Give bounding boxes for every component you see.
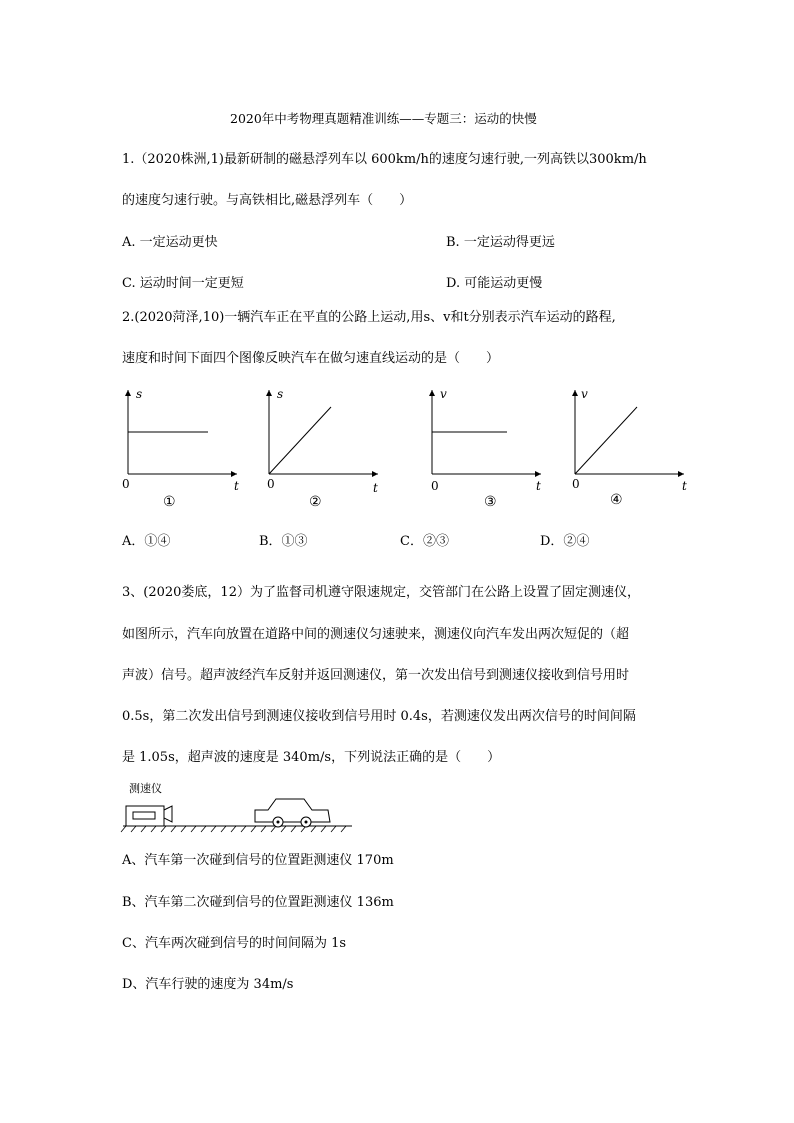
graph-3-origin: 0	[431, 479, 439, 493]
q2-option-c: C．②③	[400, 534, 449, 549]
q2-stem-line1: 2.(2020菏泽,10)一辆汽车正在平直的公路上运动,用s、v和t分别表示汽车运动的路程,	[122, 310, 616, 325]
graph-4-origin: 0	[572, 477, 580, 491]
q3-line-4: 0.5s，第二次发出信号到测速仪接收到信号用时 0.4s，若测速仪发出两次信号的时间间隔	[122, 709, 636, 724]
q1-option-a: A. 一定运动更快	[122, 235, 218, 250]
graph-2-origin: 0	[267, 477, 275, 491]
q3-figure-label: 测速仪	[129, 782, 162, 795]
graph-2	[267, 387, 378, 510]
q1-option-c: C. 运动时间一定更短	[122, 276, 244, 291]
q2-graphs	[0, 380, 794, 520]
q3-line-3: 声波）信号。超声波经汽车反射并返回测速仪，第一次发出信号到测速仪接收到信号用时	[122, 668, 630, 683]
graph-2-line	[269, 407, 331, 474]
graph-1-origin: 0	[122, 477, 130, 491]
q1-option-d: D. 可能运动更慢	[446, 276, 543, 291]
graph-3-ylabel: v	[440, 387, 447, 401]
q3-option-b: B、汽车第二次碰到信号的位置距测速仪 136m	[122, 895, 394, 910]
graph-1-ylabel: s	[136, 387, 143, 401]
q3-figure	[118, 792, 378, 842]
car-icon	[255, 799, 330, 827]
page-title: 2020年中考物理真题精准训练——专题三：运动的快慢	[230, 111, 537, 126]
q3-option-a: A、汽车第一次碰到信号的位置距测速仪 170m	[122, 853, 394, 868]
q3-line-5: 是 1.05s，超声波的速度是 340m/s，下列说法正确的是（ ）	[122, 750, 501, 765]
q2-option-a: A．①④	[122, 534, 171, 549]
graph-3-xlabel: t	[536, 479, 541, 493]
graph-4	[572, 387, 687, 508]
graph-2-number: ②	[309, 494, 322, 510]
graph-1-xlabel: t	[234, 479, 239, 493]
graph-3-number: ③	[484, 494, 497, 510]
q3-line-1: 3、(2020娄底，12）为了监督司机遵守限速规定，交管部门在公路上设置了固定测速仪，	[122, 585, 640, 600]
graph-2-ylabel: s	[277, 387, 284, 401]
graph-2-xlabel: t	[373, 481, 378, 495]
graph-4-number: ④	[610, 492, 623, 508]
q3-line-2: 如图所示，汽车向放置在道路中间的测速仪匀速驶来，测速仪向汽车发出两次短促的（超	[122, 627, 630, 642]
q2-stem-line2: 速度和时间下面四个图像反映汽车在做匀速直线运动的是（ ）	[122, 351, 500, 366]
graph-4-xlabel: t	[682, 479, 687, 493]
q1-option-b: B. 一定运动得更远	[446, 235, 555, 250]
q2-option-b: B．①③	[259, 534, 308, 549]
speed-detector-icon	[126, 806, 172, 826]
q3-option-c: C、汽车两次碰到信号的时间间隔为 1s	[122, 936, 347, 951]
graph-4-ylabel: v	[581, 387, 588, 401]
q3-option-d: D、汽车行驶的速度为 34m/s	[122, 977, 294, 992]
graph-3	[431, 387, 541, 510]
q2-option-d: D．②④	[540, 534, 590, 549]
q1-stem-line2: 的速度匀速行驶。与高铁相比,磁悬浮列车（ ）	[122, 193, 413, 208]
graph-1-number: ①	[163, 494, 176, 510]
graph-4-line	[575, 407, 637, 474]
q1-stem-line1: 1.（2020株洲,1)最新研制的磁悬浮列车以 600km/h的速度匀速行驶,一列高铁以300km/h	[122, 152, 647, 167]
graph-1	[122, 387, 239, 510]
